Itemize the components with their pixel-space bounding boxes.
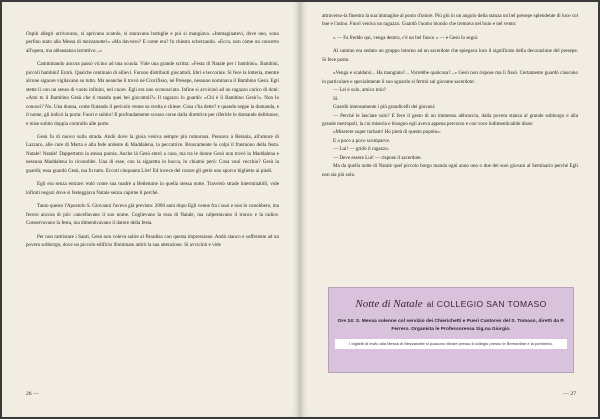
paragraph: Tanto questo l'Apostolo S. Giovanni l'aveva già previsto: 2000 anni dopo Egli venne fra i suoi e non lo conobbero, ma fecero ancora di più: cancellavano il suo nome. Coglievano la rosa di Natale, ma calpestavano il tronco e la radice. Conservavano la festa, ma dimenticavano il datore della festa. [26,203,279,227]
paragraph: Per non rattristare i Santi, Gesù non voleva salire al Paradiso con questa impressione. Andò stanco e sofferente ad un povero sobborgo, dove un piccolo edificio illuminato attirò la sua attenzione. Si avvicinò e vide [26,233,279,248]
paragraph: Guardò intensamente i più grandicelli dei giovani: [333,104,436,111]
page-number: — 27 [563,391,576,397]
paragraph: Egli era senza entrare: entò come sua madre a Betlemme in quella stessa notte. Traversò strade interminabili, vide infiniti negozi dove si festeggiava Natale senza capirne il perché. [26,181,279,196]
paragraph: Ospiti allegri arrivavano, si aprivano scatole, si sturavano bottiglie e poi si mangiava. «Immaginatevi, dove uno, sono perfino stato alla Messa di mezzanotte!» «Ma davvero? E come era? fu chiesto scherzando. «Ecco, non come un concerto all'opera, ma abbastanza istruttivo...» [26,31,279,54]
right-page-text [322,12,578,179]
notice-body: Ore 24: S. Messa solenne col servizio dei Chierichetti e Pueri Cantores del S. Tomaso, diretti da P. Ferrero. Organista le Professoressa Sig.na Giorgio. [337,319,565,332]
book-spread [2,2,598,417]
paragraph: « — Fa freddo qui, venga dentro, c'è un bel fuoco » — e Gesù lo seguì. [333,34,479,41]
left-page-text [26,30,279,249]
paragraph: Gesù fu di nuovo sulla strada. Andò dove la gioia veniva sempre più rumorosa. Pensava a Betania, all'amore di Lazzaro, alle cure di Marta e alla fede ardente di Maddalena, la peccatrice. Bruscamente lo colpì il frastuono della festa. Natale! Natale! Dappertutto la stessa parola. Anche là Gesù entrò a caso, ma tra le donne Gesù non trovò la Maddalena e nessuna Maddalena lo riconobbe. Una di esse, con la sigaretta in bocca, lo chiamò però: Cosa vuoi vecchio? Gesù la guardò; essa guardò Gesù, ma fu tutto. Eccoti cinquanta Lire! Ed invece del curare gli gettò uno sporco biglietto ai piedi. [26,133,279,174]
paragraph: — Lui! — gridò il ragazzo. [333,146,390,153]
paragraph: Al camino era seduto un gruppo intorno ad un sacerdote che spiegava loro il significato della decorazione del presepe. Si fece posto. [322,48,578,63]
christmas-mass-notice [328,287,574,373]
notice-invitation-note: I biglietti di invito alla Messa di Mezzanotte si possono ritirare presso il collegio presso le Bernardine e la portineria. [335,339,567,349]
right-page [300,2,598,417]
left-page [2,2,300,417]
paragraph: — Lei è solo, amico mio? [333,87,386,94]
paragraph: attraverso-la finestra la sua immagine al posto d'onore. Più giù in un angolo della stanza un bel presepe splendente di luce col bue e l'asino. Fuori veniva un ragazzo. Guardò l'uomo biondo che tremava nel buio e nel vento: [322,13,578,28]
notice-header [329,288,573,312]
paragraph: «Miserere super turbam! Ho pietà di questo popolo». [333,129,442,136]
notice-subtitle: al COLLEGIO SAN TOMASO [426,299,547,309]
paragraph: Sì. [333,95,339,102]
paragraph: E a poco a poco scomparve. [333,137,391,144]
notice-title: Notte di Natale [355,298,423,310]
paragraph: — Deve essere Lui! — rispose il sacerdote. [333,154,422,161]
paragraph: — Perché le lasciate solo? E fece il gesto di un immenso abbraccio, dalla povera stanza al grande sobborgo e alla grande metropoli, la cui miseria e bisogno egli aveva appena percorso e con voce indimenticabile disse: [322,112,578,127]
paragraph: Camminando ancora passò vicino ad una scuola. Vide una grande scritta: «Festa di Natale per i bambini». Bambini, piccoli bambini! Entrò. Qualche centinaio di allievi. Furono distribuiti giocattoli, libri e leccornie. Si fece la lotteria, mentre alcune signore vigilavano su tutto. Ma neanche lì trovò né Crocifisso, né Presepe, nessuno nominava il Bambino Gesù. Egli stette lì con un senso di vuoto infinito, nel cuore. Egli era uno sconosciuto. Infine si avvicinò ad un ragazzo carico di doni: «Ami tu il Bambino Gesù che ti manda quei bei giocattoli?» Il ragazzo lo guardò: «Chi è il Bambino Gesù?». Non lo conosci? No. Una donna, come fiutando il pericolo venne su svelta e chiese: Cosa c'ha detto? e quando seppe la domanda, e il nome, gli indicò la porta: Fuori e subito! Il profondamente scosso corse dalla direttrice per riferirle le domande delittuose, e mise subito doppia controllo alle porte. [26,61,279,127]
paragraph: «Venga e scaldarsi... Ha mangiato?... Vorrebbe qualcosa?...» Gesù non rispose ma li fissò. Certamente guardò ciascuno in particolare e specialmente il suo sguardo si fermò sul giovane sacerdote: [322,70,578,85]
page-number: 26 — [26,391,39,397]
paragraph: Ma da quella notte di Natale quel piccolo borgo manda ogni anno uno o due dei suoi giovani al Seminario perché Egli non sia più solo. [322,163,578,178]
